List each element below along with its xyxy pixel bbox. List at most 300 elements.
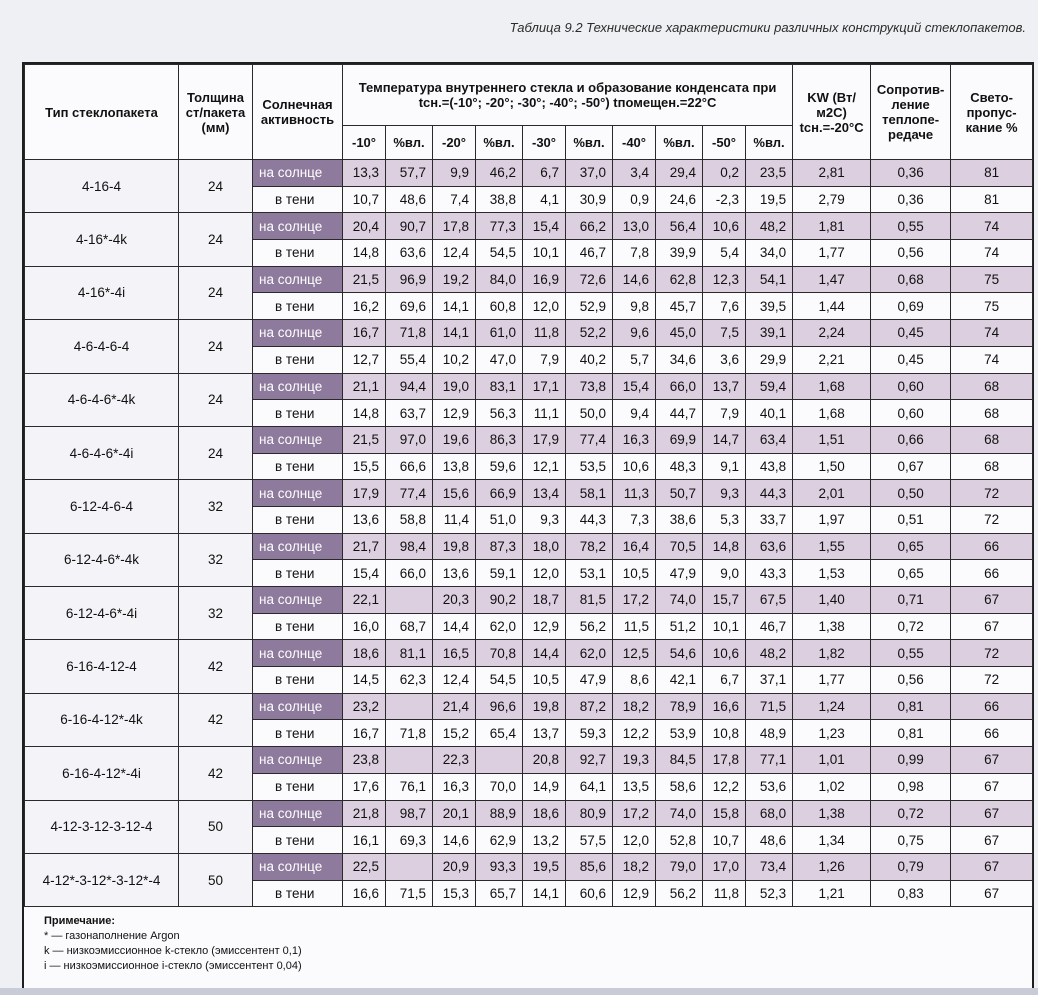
value-cell: 40,1 xyxy=(746,400,793,427)
table-caption: Таблица 9.2 Технические характеристики различных конструкций стеклопакетов. xyxy=(509,20,1026,35)
value-cell: 76,1 xyxy=(386,773,433,800)
value-cell: 16,3 xyxy=(433,773,476,800)
table-row xyxy=(25,800,1033,827)
solar-condition: в тени xyxy=(253,453,343,480)
value-cell xyxy=(386,693,433,720)
value-cell: 0,69 xyxy=(871,293,951,320)
value-cell: 16,4 xyxy=(613,533,656,560)
value-cell: 52,3 xyxy=(746,880,793,907)
value-cell: 9,6 xyxy=(613,320,656,347)
value-cell: 24,6 xyxy=(656,186,703,213)
value-cell: 78,2 xyxy=(566,533,613,560)
header-temp-col: -10° xyxy=(343,126,386,160)
value-cell: 0,68 xyxy=(871,266,951,293)
value-cell: 15,7 xyxy=(703,587,746,614)
solar-condition: на солнце xyxy=(253,533,343,560)
value-cell: 12,1 xyxy=(523,453,566,480)
value-cell: 59,3 xyxy=(566,720,613,747)
value-cell: 10,6 xyxy=(703,213,746,240)
value-cell: 70,0 xyxy=(476,773,523,800)
value-cell: 53,6 xyxy=(746,773,793,800)
value-cell: 1,34 xyxy=(793,827,871,854)
header-thickness: Толщина ст/пакета (мм) xyxy=(179,65,253,160)
value-cell: 0,71 xyxy=(871,587,951,614)
solar-condition: на солнце xyxy=(253,640,343,667)
table-row xyxy=(25,213,1033,240)
value-cell: 6,7 xyxy=(703,667,746,694)
value-cell: 1,38 xyxy=(793,613,871,640)
value-cell: 5,3 xyxy=(703,506,746,533)
value-cell: 74 xyxy=(951,213,1033,240)
table-row xyxy=(25,426,1033,453)
value-cell: 2,79 xyxy=(793,186,871,213)
value-cell: 12,7 xyxy=(343,346,386,373)
value-cell: 67 xyxy=(951,827,1033,854)
value-cell: 46,2 xyxy=(476,160,523,187)
value-cell: 74 xyxy=(951,320,1033,347)
glazing-thickness: 32 xyxy=(179,587,253,640)
value-cell: 51,0 xyxy=(476,506,523,533)
value-cell: 7,9 xyxy=(703,400,746,427)
value-cell: 67 xyxy=(951,613,1033,640)
value-cell: 62,0 xyxy=(566,640,613,667)
value-cell: 21,4 xyxy=(433,693,476,720)
note-line: * — газонаполнение Argon xyxy=(44,930,180,942)
value-cell: 16,0 xyxy=(343,613,386,640)
value-cell: 23,8 xyxy=(343,747,386,774)
glazing-type: 4-12*-3-12*-3-12*-4 xyxy=(25,853,179,906)
value-cell: 34,6 xyxy=(656,346,703,373)
value-cell: 84,0 xyxy=(476,266,523,293)
solar-condition: на солнце xyxy=(253,693,343,720)
value-cell: 84,5 xyxy=(656,747,703,774)
value-cell: 1,21 xyxy=(793,880,871,907)
header-type: Тип стеклопакета xyxy=(25,65,179,160)
value-cell: 10,7 xyxy=(343,186,386,213)
value-cell: 11,4 xyxy=(433,506,476,533)
value-cell: 21,1 xyxy=(343,373,386,400)
value-cell: 5,4 xyxy=(703,240,746,267)
value-cell: 69,3 xyxy=(386,827,433,854)
solar-condition: на солнце xyxy=(253,320,343,347)
value-cell: 68,7 xyxy=(386,613,433,640)
solar-condition: на солнце xyxy=(253,480,343,507)
glazing-thickness: 24 xyxy=(179,160,253,213)
value-cell: 11,3 xyxy=(613,480,656,507)
value-cell: 48,2 xyxy=(746,640,793,667)
value-cell: 15,4 xyxy=(523,213,566,240)
value-cell: 19,6 xyxy=(433,426,476,453)
value-cell: 1,97 xyxy=(793,506,871,533)
value-cell: 2,24 xyxy=(793,320,871,347)
value-cell: 18,6 xyxy=(523,800,566,827)
value-cell: 21,5 xyxy=(343,266,386,293)
value-cell: 75 xyxy=(951,293,1033,320)
value-cell: 60,8 xyxy=(476,293,523,320)
solar-condition: на солнце xyxy=(253,587,343,614)
value-cell: 72 xyxy=(951,667,1033,694)
table-row xyxy=(25,747,1033,774)
value-cell: 61,0 xyxy=(476,320,523,347)
value-cell: 17,6 xyxy=(343,773,386,800)
value-cell: 0,56 xyxy=(871,240,951,267)
value-cell: 9,4 xyxy=(613,400,656,427)
header-temp-col: %вл. xyxy=(746,126,793,160)
value-cell: 68 xyxy=(951,400,1033,427)
glazing-spec-table xyxy=(24,64,1033,907)
glazing-type: 6-16-4-12*-4i xyxy=(25,747,179,800)
value-cell: 66 xyxy=(951,720,1033,747)
value-cell: 12,9 xyxy=(523,613,566,640)
value-cell: 7,4 xyxy=(433,186,476,213)
value-cell: 2,21 xyxy=(793,346,871,373)
value-cell: 0,66 xyxy=(871,426,951,453)
value-cell: 63,7 xyxy=(386,400,433,427)
solar-condition: на солнце xyxy=(253,800,343,827)
value-cell: 1,68 xyxy=(793,400,871,427)
value-cell: 18,2 xyxy=(613,853,656,880)
value-cell: 7,6 xyxy=(703,293,746,320)
value-cell: 0,56 xyxy=(871,667,951,694)
solar-condition: на солнце xyxy=(253,160,343,187)
value-cell: 0,36 xyxy=(871,186,951,213)
value-cell: 10,8 xyxy=(703,720,746,747)
value-cell: 0,98 xyxy=(871,773,951,800)
value-cell: 4,1 xyxy=(523,186,566,213)
value-cell: 66 xyxy=(951,533,1033,560)
value-cell: 48,2 xyxy=(746,213,793,240)
value-cell: 13,6 xyxy=(343,506,386,533)
value-cell: 44,3 xyxy=(746,480,793,507)
value-cell: 9,3 xyxy=(523,506,566,533)
solar-condition: на солнце xyxy=(253,373,343,400)
value-cell: 92,7 xyxy=(566,747,613,774)
value-cell: 0,81 xyxy=(871,693,951,720)
value-cell xyxy=(386,853,433,880)
glazing-thickness: 32 xyxy=(179,480,253,533)
value-cell: 96,9 xyxy=(386,266,433,293)
value-cell: 3,4 xyxy=(613,160,656,187)
value-cell: 13,8 xyxy=(433,453,476,480)
value-cell: -2,3 xyxy=(703,186,746,213)
value-cell: 13,4 xyxy=(523,480,566,507)
value-cell: 39,5 xyxy=(746,293,793,320)
value-cell: 18,0 xyxy=(523,533,566,560)
value-cell: 1,50 xyxy=(793,453,871,480)
value-cell: 14,1 xyxy=(433,320,476,347)
value-cell: 66,9 xyxy=(476,480,523,507)
value-cell: 19,8 xyxy=(523,693,566,720)
value-cell: 66 xyxy=(951,560,1033,587)
glazing-type: 4-6-4-6-4 xyxy=(25,320,179,373)
value-cell: 60,6 xyxy=(566,880,613,907)
value-cell: 15,6 xyxy=(433,480,476,507)
solar-condition: в тени xyxy=(253,186,343,213)
table-row xyxy=(25,693,1033,720)
note-line: k — низкоэмиссионное k-стекло (эмиссентент 0,1) xyxy=(44,945,302,957)
header-light: Свето-пропус-кание % xyxy=(951,65,1033,160)
glazing-thickness: 24 xyxy=(179,426,253,479)
value-cell: 58,1 xyxy=(566,480,613,507)
value-cell: 1,53 xyxy=(793,560,871,587)
value-cell: 9,9 xyxy=(433,160,476,187)
value-cell: 77,4 xyxy=(566,426,613,453)
value-cell: 72,6 xyxy=(566,266,613,293)
value-cell: 74 xyxy=(951,346,1033,373)
value-cell: 8,6 xyxy=(613,667,656,694)
value-cell: 0,65 xyxy=(871,560,951,587)
value-cell: 12,0 xyxy=(523,560,566,587)
value-cell: 9,0 xyxy=(703,560,746,587)
value-cell: 19,5 xyxy=(523,853,566,880)
value-cell: 58,6 xyxy=(656,773,703,800)
value-cell: 59,6 xyxy=(476,453,523,480)
value-cell: 13,5 xyxy=(613,773,656,800)
value-cell: 63,6 xyxy=(746,533,793,560)
value-cell: 14,6 xyxy=(613,266,656,293)
value-cell: 0,79 xyxy=(871,853,951,880)
value-cell: 68,0 xyxy=(746,800,793,827)
glazing-type: 6-12-4-6*-4i xyxy=(25,587,179,640)
value-cell: 14,7 xyxy=(703,426,746,453)
value-cell: 72 xyxy=(951,640,1033,667)
solar-condition: в тени xyxy=(253,613,343,640)
value-cell: 38,8 xyxy=(476,186,523,213)
value-cell: 11,1 xyxy=(523,400,566,427)
value-cell: 9,8 xyxy=(613,293,656,320)
value-cell: 67 xyxy=(951,773,1033,800)
value-cell: 20,8 xyxy=(523,747,566,774)
value-cell: 19,5 xyxy=(746,186,793,213)
value-cell: 17,2 xyxy=(613,800,656,827)
value-cell: 17,8 xyxy=(703,747,746,774)
glazing-type: 6-16-4-12-4 xyxy=(25,640,179,693)
value-cell: 16,6 xyxy=(343,880,386,907)
value-cell: 10,1 xyxy=(523,240,566,267)
value-cell: 78,9 xyxy=(656,693,703,720)
value-cell: 52,9 xyxy=(566,293,613,320)
value-cell: 94,4 xyxy=(386,373,433,400)
value-cell: 96,6 xyxy=(476,693,523,720)
value-cell: 17,9 xyxy=(523,426,566,453)
value-cell: 47,9 xyxy=(566,667,613,694)
glazing-type: 6-16-4-12*-4k xyxy=(25,693,179,746)
solar-condition: в тени xyxy=(253,346,343,373)
value-cell: 18,6 xyxy=(343,640,386,667)
solar-condition: в тени xyxy=(253,400,343,427)
value-cell: 48,9 xyxy=(746,720,793,747)
value-cell: 2,01 xyxy=(793,480,871,507)
solar-condition: в тени xyxy=(253,293,343,320)
value-cell: 53,5 xyxy=(566,453,613,480)
value-cell: 0,50 xyxy=(871,480,951,507)
value-cell: 57,5 xyxy=(566,827,613,854)
value-cell: 13,6 xyxy=(433,560,476,587)
value-cell: 0,65 xyxy=(871,533,951,560)
value-cell: 56,3 xyxy=(476,400,523,427)
table-sheet xyxy=(22,62,1034,992)
value-cell: 1,77 xyxy=(793,667,871,694)
value-cell: 17,2 xyxy=(613,587,656,614)
value-cell: 39,9 xyxy=(656,240,703,267)
value-cell: 14,8 xyxy=(703,533,746,560)
value-cell: 74,0 xyxy=(656,587,703,614)
glazing-thickness: 42 xyxy=(179,693,253,746)
value-cell: 33,7 xyxy=(746,506,793,533)
table-row xyxy=(25,160,1033,187)
value-cell: 66,0 xyxy=(386,560,433,587)
value-cell: 21,5 xyxy=(343,426,386,453)
value-cell: 65,7 xyxy=(476,880,523,907)
value-cell: 19,0 xyxy=(433,373,476,400)
value-cell: 47,0 xyxy=(476,346,523,373)
value-cell: 10,2 xyxy=(433,346,476,373)
value-cell: 81 xyxy=(951,160,1033,187)
value-cell: 10,1 xyxy=(703,613,746,640)
value-cell: 13,0 xyxy=(613,213,656,240)
value-cell: 53,9 xyxy=(656,720,703,747)
value-cell: 54,6 xyxy=(656,640,703,667)
value-cell: 15,4 xyxy=(613,373,656,400)
glazing-thickness: 42 xyxy=(179,747,253,800)
notes xyxy=(44,914,302,974)
value-cell: 10,5 xyxy=(523,667,566,694)
value-cell xyxy=(386,587,433,614)
value-cell: 0,9 xyxy=(613,186,656,213)
glazing-thickness: 50 xyxy=(179,853,253,906)
value-cell: 71,8 xyxy=(386,720,433,747)
value-cell: 50,0 xyxy=(566,400,613,427)
value-cell: 55,4 xyxy=(386,346,433,373)
value-cell: 56,2 xyxy=(566,613,613,640)
header-temperature-group: Температура внутреннего стекла и образование конденсата при tсн.=(-10°; -20°; -30°; -40°; -50°) tпомещен.=22°C xyxy=(343,65,793,126)
value-cell: 16,3 xyxy=(613,426,656,453)
solar-condition: в тени xyxy=(253,773,343,800)
solar-condition: на солнце xyxy=(253,426,343,453)
value-cell: 64,1 xyxy=(566,773,613,800)
value-cell: 79,0 xyxy=(656,853,703,880)
value-cell: 63,6 xyxy=(386,240,433,267)
value-cell: 0,99 xyxy=(871,747,951,774)
value-cell: 0,83 xyxy=(871,880,951,907)
value-cell: 69,9 xyxy=(656,426,703,453)
value-cell: 73,8 xyxy=(566,373,613,400)
value-cell: 5,7 xyxy=(613,346,656,373)
note-line: i — низкоэмиссионное i-стекло (эмиссентент 0,04) xyxy=(44,960,302,972)
value-cell: 72 xyxy=(951,506,1033,533)
table-row xyxy=(25,853,1033,880)
value-cell: 71,5 xyxy=(746,693,793,720)
value-cell: 17,9 xyxy=(343,480,386,507)
value-cell: 6,7 xyxy=(523,160,566,187)
table-row xyxy=(25,373,1033,400)
value-cell: 11,8 xyxy=(703,880,746,907)
value-cell: 13,7 xyxy=(523,720,566,747)
glazing-type: 4-16*-4k xyxy=(25,213,179,266)
value-cell: 43,3 xyxy=(746,560,793,587)
value-cell: 0,72 xyxy=(871,613,951,640)
value-cell: 44,3 xyxy=(566,506,613,533)
value-cell: 62,9 xyxy=(476,827,523,854)
value-cell: 23,2 xyxy=(343,693,386,720)
value-cell: 46,7 xyxy=(746,613,793,640)
value-cell: 87,2 xyxy=(566,693,613,720)
glazing-type: 4-6-4-6*-4i xyxy=(25,426,179,479)
value-cell: 21,7 xyxy=(343,533,386,560)
value-cell: 16,6 xyxy=(703,693,746,720)
value-cell: 72 xyxy=(951,480,1033,507)
value-cell: 12,5 xyxy=(613,640,656,667)
header-resistance: Сопротив-ление теплопе-редаче xyxy=(871,65,951,160)
value-cell: 18,7 xyxy=(523,587,566,614)
value-cell: 42,1 xyxy=(656,667,703,694)
value-cell: 1,38 xyxy=(793,800,871,827)
glazing-thickness: 42 xyxy=(179,640,253,693)
value-cell: 12,2 xyxy=(613,720,656,747)
value-cell: 70,8 xyxy=(476,640,523,667)
header-temp-col: %вл. xyxy=(566,126,613,160)
value-cell: 81,5 xyxy=(566,587,613,614)
value-cell: 62,3 xyxy=(386,667,433,694)
value-cell: 54,5 xyxy=(476,240,523,267)
value-cell: 71,5 xyxy=(386,880,433,907)
value-cell: 80,9 xyxy=(566,800,613,827)
value-cell: 12,4 xyxy=(433,240,476,267)
value-cell xyxy=(476,747,523,774)
value-cell: 52,8 xyxy=(656,827,703,854)
value-cell: 68 xyxy=(951,453,1033,480)
value-cell: 20,3 xyxy=(433,587,476,614)
value-cell: 19,8 xyxy=(433,533,476,560)
value-cell: 12,9 xyxy=(613,880,656,907)
value-cell: 7,5 xyxy=(703,320,746,347)
solar-condition: в тени xyxy=(253,560,343,587)
value-cell: 18,2 xyxy=(613,693,656,720)
glazing-type: 4-16-4 xyxy=(25,160,179,213)
value-cell: 23,5 xyxy=(746,160,793,187)
value-cell: 22,1 xyxy=(343,587,386,614)
value-cell: 10,5 xyxy=(613,560,656,587)
glazing-thickness: 24 xyxy=(179,320,253,373)
value-cell: 44,7 xyxy=(656,400,703,427)
value-cell: 14,8 xyxy=(343,240,386,267)
glazing-type: 4-16*-4i xyxy=(25,266,179,319)
value-cell: 19,2 xyxy=(433,266,476,293)
value-cell: 67,5 xyxy=(746,587,793,614)
table-row xyxy=(25,640,1033,667)
value-cell: 12,0 xyxy=(523,293,566,320)
value-cell: 16,2 xyxy=(343,293,386,320)
value-cell: 52,2 xyxy=(566,320,613,347)
value-cell: 37,1 xyxy=(746,667,793,694)
value-cell: 0,72 xyxy=(871,800,951,827)
value-cell: 67 xyxy=(951,800,1033,827)
value-cell: 77,3 xyxy=(476,213,523,240)
value-cell: 56,2 xyxy=(656,880,703,907)
value-cell: 1,55 xyxy=(793,533,871,560)
value-cell: 66,0 xyxy=(656,373,703,400)
glazing-type: 6-12-4-6-4 xyxy=(25,480,179,533)
value-cell: 62,0 xyxy=(476,613,523,640)
value-cell: 63,4 xyxy=(746,426,793,453)
value-cell: 51,2 xyxy=(656,613,703,640)
value-cell: 3,6 xyxy=(703,346,746,373)
value-cell: 1,26 xyxy=(793,853,871,880)
header-temp-col: -50° xyxy=(703,126,746,160)
value-cell: 81,1 xyxy=(386,640,433,667)
header-temp-col: %вл. xyxy=(656,126,703,160)
value-cell: 68 xyxy=(951,373,1033,400)
